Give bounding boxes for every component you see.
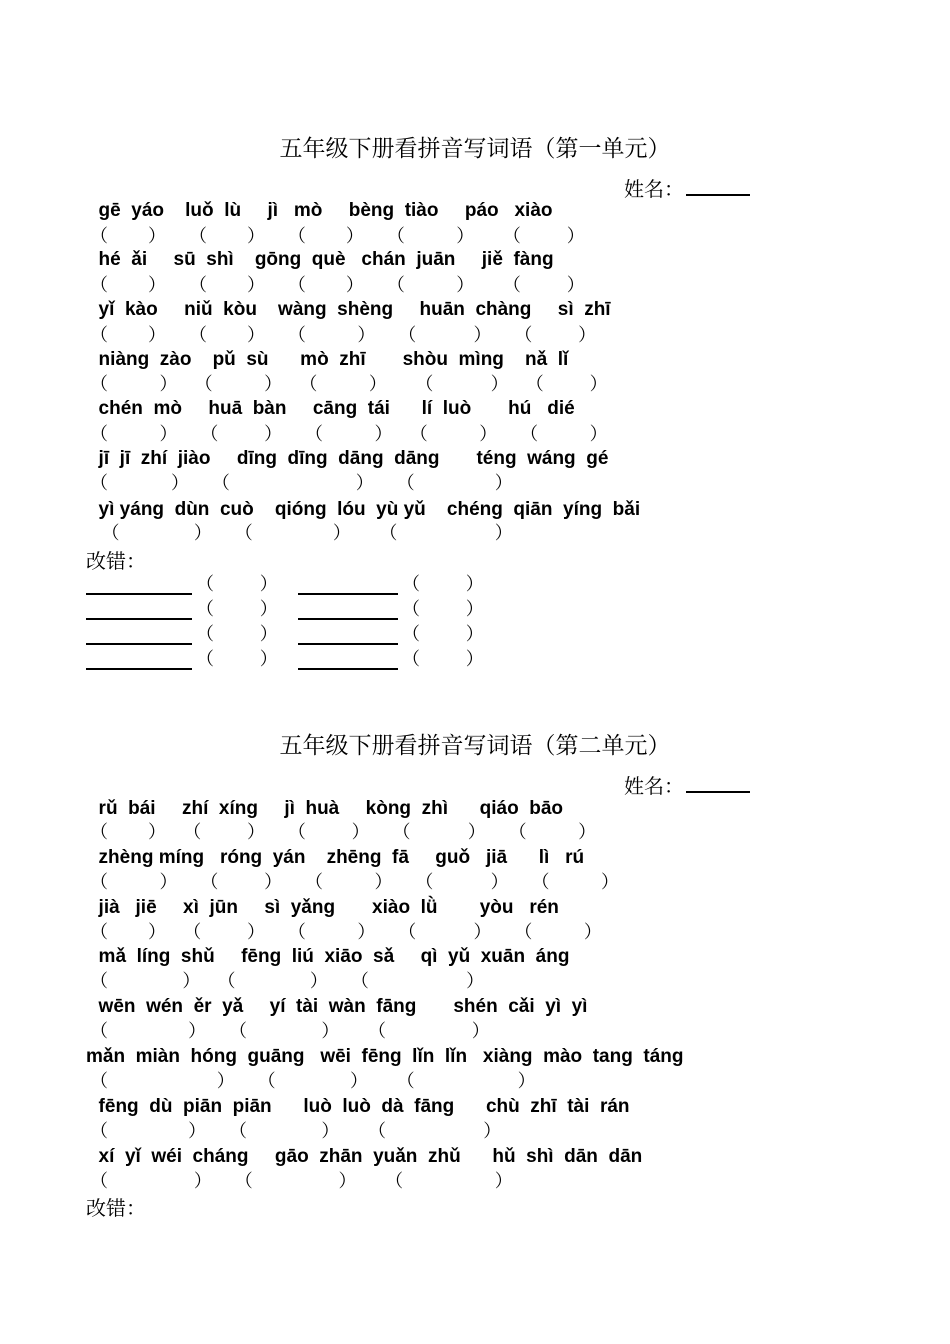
unit2-pinyin-row-4: mǎ líng shǔ fēng liú xiāo sǎ qì yǔ xuān áng [88,946,570,967]
unit1-answer-row-4[interactable]: （ ） （ ） （ ） （ ） （ ） [90,374,608,395]
unit2-answer-row-6[interactable]: （ ） （ ） （ ） [90,1071,536,1092]
unit2-fix-label: 改错： [86,1196,146,1220]
unit1-answer-row-3[interactable]: （ ） （ ） （ ） （ ） （ ） [90,325,597,346]
unit1-answer-row-6[interactable]: （ ） （ ） （ ） [90,473,513,494]
unit1-fix-paren-4a[interactable]: （ ） [196,649,278,670]
unit1-fix-paren-1a[interactable]: （ ） [196,574,278,595]
unit1-pinyin-row-3: yǐ kào niǔ kòu wàng shèng huān chàng sì zhī [88,299,611,320]
unit1-fix-blank-4b[interactable] [298,668,398,670]
unit2-answer-row-2[interactable]: （ ） （ ） （ ） （ ） （ ） [90,872,620,893]
unit2-answer-row-3[interactable]: （ ） （ ） （ ） （ ） （ ） [90,922,602,943]
unit1-fix-blank-3b[interactable] [298,643,398,645]
unit1-fix-blank-3a[interactable] [86,643,192,645]
unit1-fix-paren-3a[interactable]: （ ） [196,624,278,645]
unit2-answer-row-8[interactable]: （ ） （ ） （ ） [90,1171,513,1192]
unit1-fix-paren-3b[interactable]: （ ） [402,624,484,645]
unit2-name-label: 姓名： [624,774,684,798]
unit2-name-row [624,771,750,799]
unit1-pinyin-row-1: gē yáo luǒ lù jì mò bèng tiào páo xiào [88,200,553,221]
unit1-pinyin-row-5: chén mò huā bàn cāng tái lí luò hú dié [88,398,575,419]
unit2-pinyin-row-5: wēn wén ěr yǎ yí tài wàn fāng shén cǎi yì yì [88,996,588,1017]
unit2-answer-row-5[interactable]: （ ） （ ） （ ） [90,1021,490,1042]
unit2-title: 五年级下册看拼音写词语（第二单元） [279,733,671,759]
unit1-fix-blank-2a[interactable] [86,618,192,620]
unit2-answer-row-1[interactable]: （ ） （ ） （ ） （ ） （ ） [90,822,597,843]
unit2-pinyin-row-3: jià jiē xì jūn sì yǎng xiào lǜ yòu rén [88,897,559,918]
unit1-name-label: 姓名： [624,177,684,201]
unit1-fix-label: 改错： [86,549,146,573]
unit1-pinyin-row-6: jī jī zhí jiào dīng dīng dāng dāng téng wáng gé [88,448,609,469]
unit1-fix-blank-4a[interactable] [86,668,192,670]
unit1-fix-paren-2b[interactable]: （ ） [402,599,484,620]
unit2-pinyin-row-1: rǔ bái zhí xíng jì huà kòng zhì qiáo bāo [88,798,564,819]
unit1-answer-row-5[interactable]: （ ） （ ） （ ） （ ） （ ） [90,424,608,445]
unit1-fix-blank-1b[interactable] [298,593,398,595]
unit1-answer-row-1[interactable]: （ ） （ ） （ ） （ ） （ ） [90,226,585,247]
unit1-pinyin-row-7: yì yáng dùn cuò qióng lóu yù yǔ chéng qiān yíng bǎi [88,499,641,520]
unit1-answer-row-2[interactable]: （ ） （ ） （ ） （ ） （ ） [90,275,585,296]
unit1-fix-paren-2a[interactable]: （ ） [196,599,278,620]
unit1-title: 五年级下册看拼音写词语（第一单元） [279,136,671,162]
unit2-pinyin-row-6: mǎn miàn hóng guāng wēi fēng lǐn lǐn xiàng mào tang táng [86,1046,684,1067]
unit1-fix-paren-1b[interactable]: （ ） [402,574,484,595]
unit2-pinyin-row-2: zhèng míng róng yán zhēng fā guǒ jiā lì rú [88,847,585,868]
unit2-pinyin-row-7: fēng dù piān piān luò luò dà fāng chù zhī tài rán [88,1096,630,1117]
unit1-answer-row-7[interactable]: （ ） （ ） （ ） [90,523,513,544]
unit1-fix-blank-2b[interactable] [298,618,398,620]
unit1-pinyin-row-4: niàng zào pǔ sù mò zhī shòu mìng nǎ lǐ [88,349,569,370]
unit2-answer-row-4[interactable]: （ ） （ ） （ ） [90,971,485,992]
unit2-name-blank[interactable] [686,771,750,793]
unit1-pinyin-row-2: hé ǎi sū shì gōng què chán juān jiě fàng [88,249,554,270]
unit1-fix-blank-1a[interactable] [86,593,192,595]
unit2-pinyin-row-8: xí yǐ wéi cháng gāo zhān yuǎn zhǔ hǔ shì dān dān [88,1146,643,1167]
unit2-answer-row-7[interactable]: （ ） （ ） （ ） [90,1121,502,1142]
unit1-name-row [624,174,750,202]
unit1-fix-paren-4b[interactable]: （ ） [402,649,484,670]
unit1-name-blank[interactable] [686,174,750,196]
